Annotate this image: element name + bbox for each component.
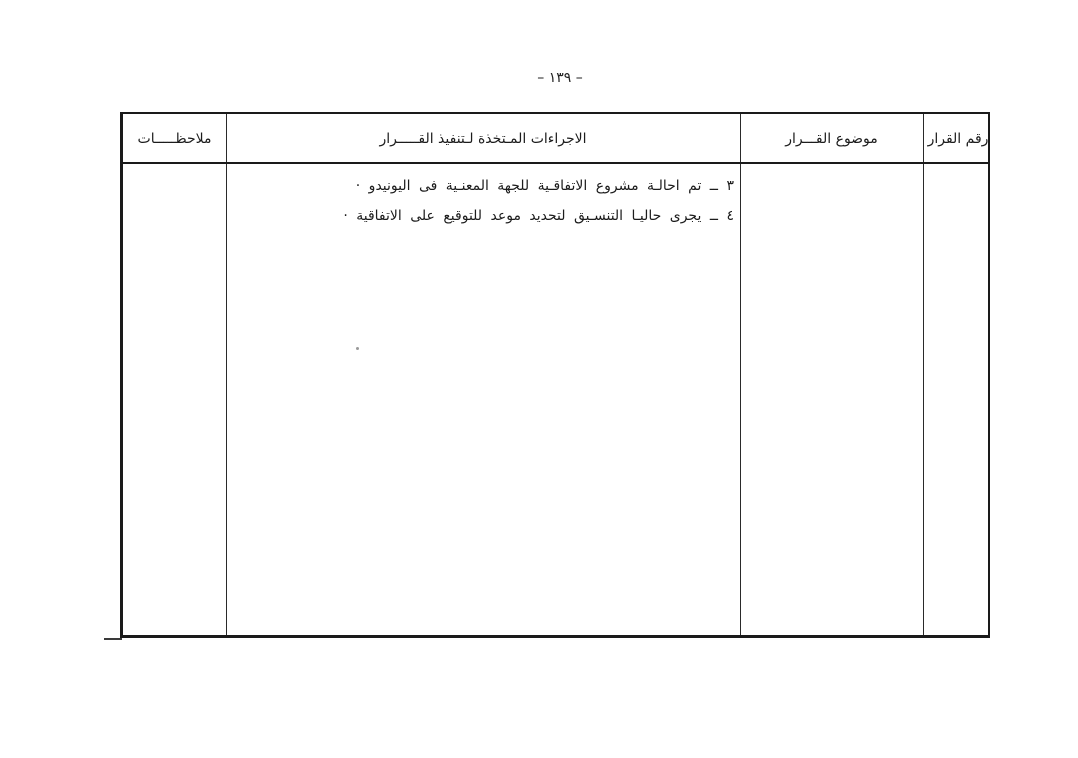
column-header-decision-number: رقم القرار: [927, 131, 989, 147]
table-header-row: [123, 114, 988, 164]
column-header-decision-subject: موضوع القـــرار: [785, 131, 878, 147]
column-header-notes: ملاحظـــــات: [137, 131, 212, 147]
actions-taken-line-1: ٣ ــ تم احالـة مشروع الاتفاقـية للجهة المعنـية فى اليونيدو ·: [355, 178, 734, 194]
column-divider-subject: [923, 114, 924, 635]
actions-taken-cell: [226, 176, 740, 236]
decisions-table: [120, 112, 990, 638]
column-divider-actions: [740, 114, 741, 635]
actions-taken-line-2: ٤ ــ يجرى حاليـا التنسـيق لتحديد موعد للتوقيع على الاتفاقية ·: [343, 208, 734, 224]
scan-artifact-line: [104, 638, 122, 640]
column-header-actions-taken: الاجراءات المـتخذة لـتنفيذ القـــــرار: [379, 131, 587, 147]
scan-speck: [356, 347, 359, 350]
page-number: – ١٣٩ –: [537, 70, 583, 86]
